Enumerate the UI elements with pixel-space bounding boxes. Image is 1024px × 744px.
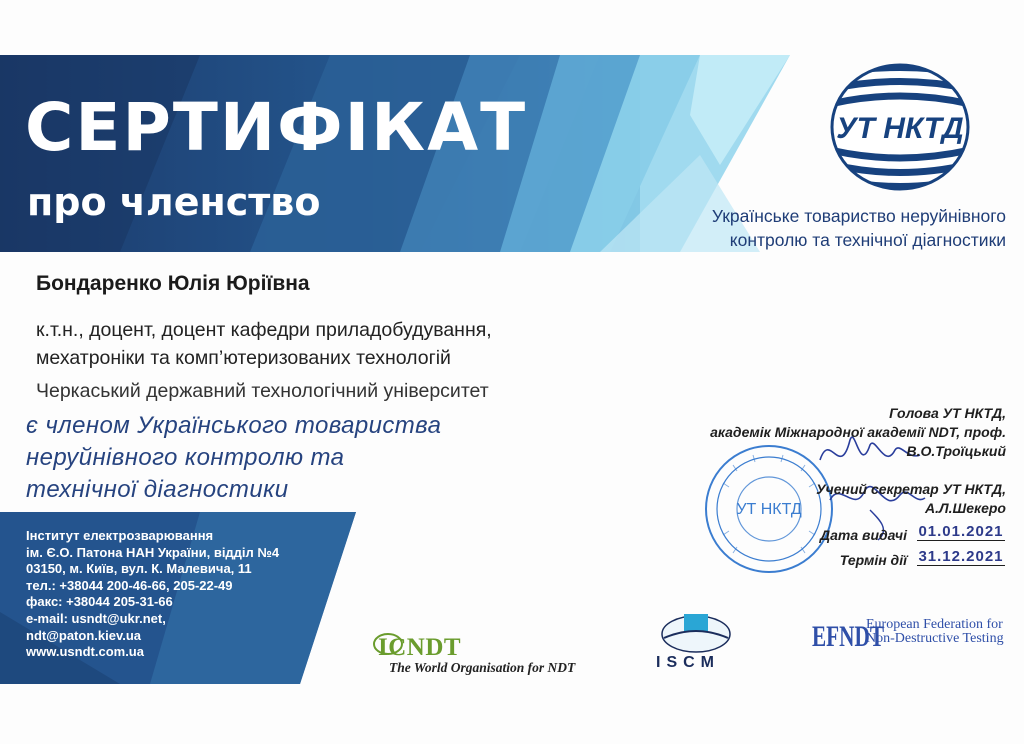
certificate-subtitle: про членство xyxy=(27,180,321,224)
expiry-date-row xyxy=(800,548,1010,573)
contact-line: тел.: +38044 200-46-66, 205-22-49 xyxy=(26,577,233,593)
secretary-line: Учений секретар УТ НКТД, xyxy=(816,481,1006,497)
contact-line: 03150, м. Київ, вул. К. Малевича, 11 xyxy=(26,561,252,577)
statement-line: технічної діагностики xyxy=(26,476,289,503)
head-line: Голова УТ НКТД, xyxy=(889,405,1006,421)
efndt-line: European Federation for xyxy=(866,617,1003,632)
member-university: Черкаський державний технологічний університет xyxy=(36,380,489,402)
contact-line: e-mail: usndt@ukr.net, xyxy=(26,610,166,626)
statement-line: є членом Українського товариства xyxy=(26,412,442,439)
ut-nktd-logo xyxy=(828,62,972,192)
member-degree xyxy=(36,316,492,372)
stamp-text: УТ НКТД xyxy=(736,501,802,518)
expiry-date-label: Термін дії xyxy=(839,552,907,568)
logo-text: УТ НКТД xyxy=(836,112,964,145)
issue-date-value: 01.01.2021 xyxy=(918,523,1004,540)
validity-dates xyxy=(800,523,1010,573)
issue-date-label: Дата видачі xyxy=(820,527,907,543)
secretary-line: А.Л.Шекеро xyxy=(925,500,1006,516)
contact-line: Інститут електрозварювання xyxy=(26,528,214,543)
contact-line: ім. Є.О. Патона НАН України, відділ №4 xyxy=(26,544,280,560)
iscm-name: ISCM xyxy=(656,654,720,671)
icndt-name: ICNDT xyxy=(378,634,462,661)
icndt-tagline: The World Organisation for NDT xyxy=(389,660,576,675)
membership-statement xyxy=(26,410,441,506)
iscm-logo-mark xyxy=(660,608,732,656)
issuer-name-line: Українське товариство неруйнівного xyxy=(711,206,1006,226)
signature-block xyxy=(560,404,1006,518)
efndt-name xyxy=(866,618,1004,646)
member-name: Бондаренко Юлія Юріївна xyxy=(36,272,310,295)
statement-line: неруйнівного контролю та xyxy=(26,444,345,471)
contact-line: факс: +38044 205-31-66 xyxy=(26,594,173,610)
degree-line: мехатроніки та комп’ютеризованих технологій xyxy=(36,347,451,369)
issue-date-row xyxy=(800,523,1010,548)
issuer-name xyxy=(618,204,1006,252)
head-line: академік Міжнародної академії NDT, проф. xyxy=(710,424,1006,440)
efndt-line: Non-Destructive Testing xyxy=(866,631,1004,646)
contact-line: ndt@paton.kiev.ua xyxy=(26,627,142,643)
contact-info xyxy=(26,528,279,661)
head-line: В.О.Троїцький xyxy=(906,443,1006,459)
issuer-name-line: контролю та технічної діагностики xyxy=(729,230,1006,250)
degree-line: к.т.н., доцент, доцент кафедри приладобудування, xyxy=(36,319,492,341)
certificate-title: СЕРТИФІКАТ xyxy=(25,89,528,166)
contact-line: www.usndt.com.ua xyxy=(26,644,144,660)
efndt-logo-text: EFNDT xyxy=(812,620,884,653)
expiry-date-value: 31.12.2021 xyxy=(918,548,1004,565)
